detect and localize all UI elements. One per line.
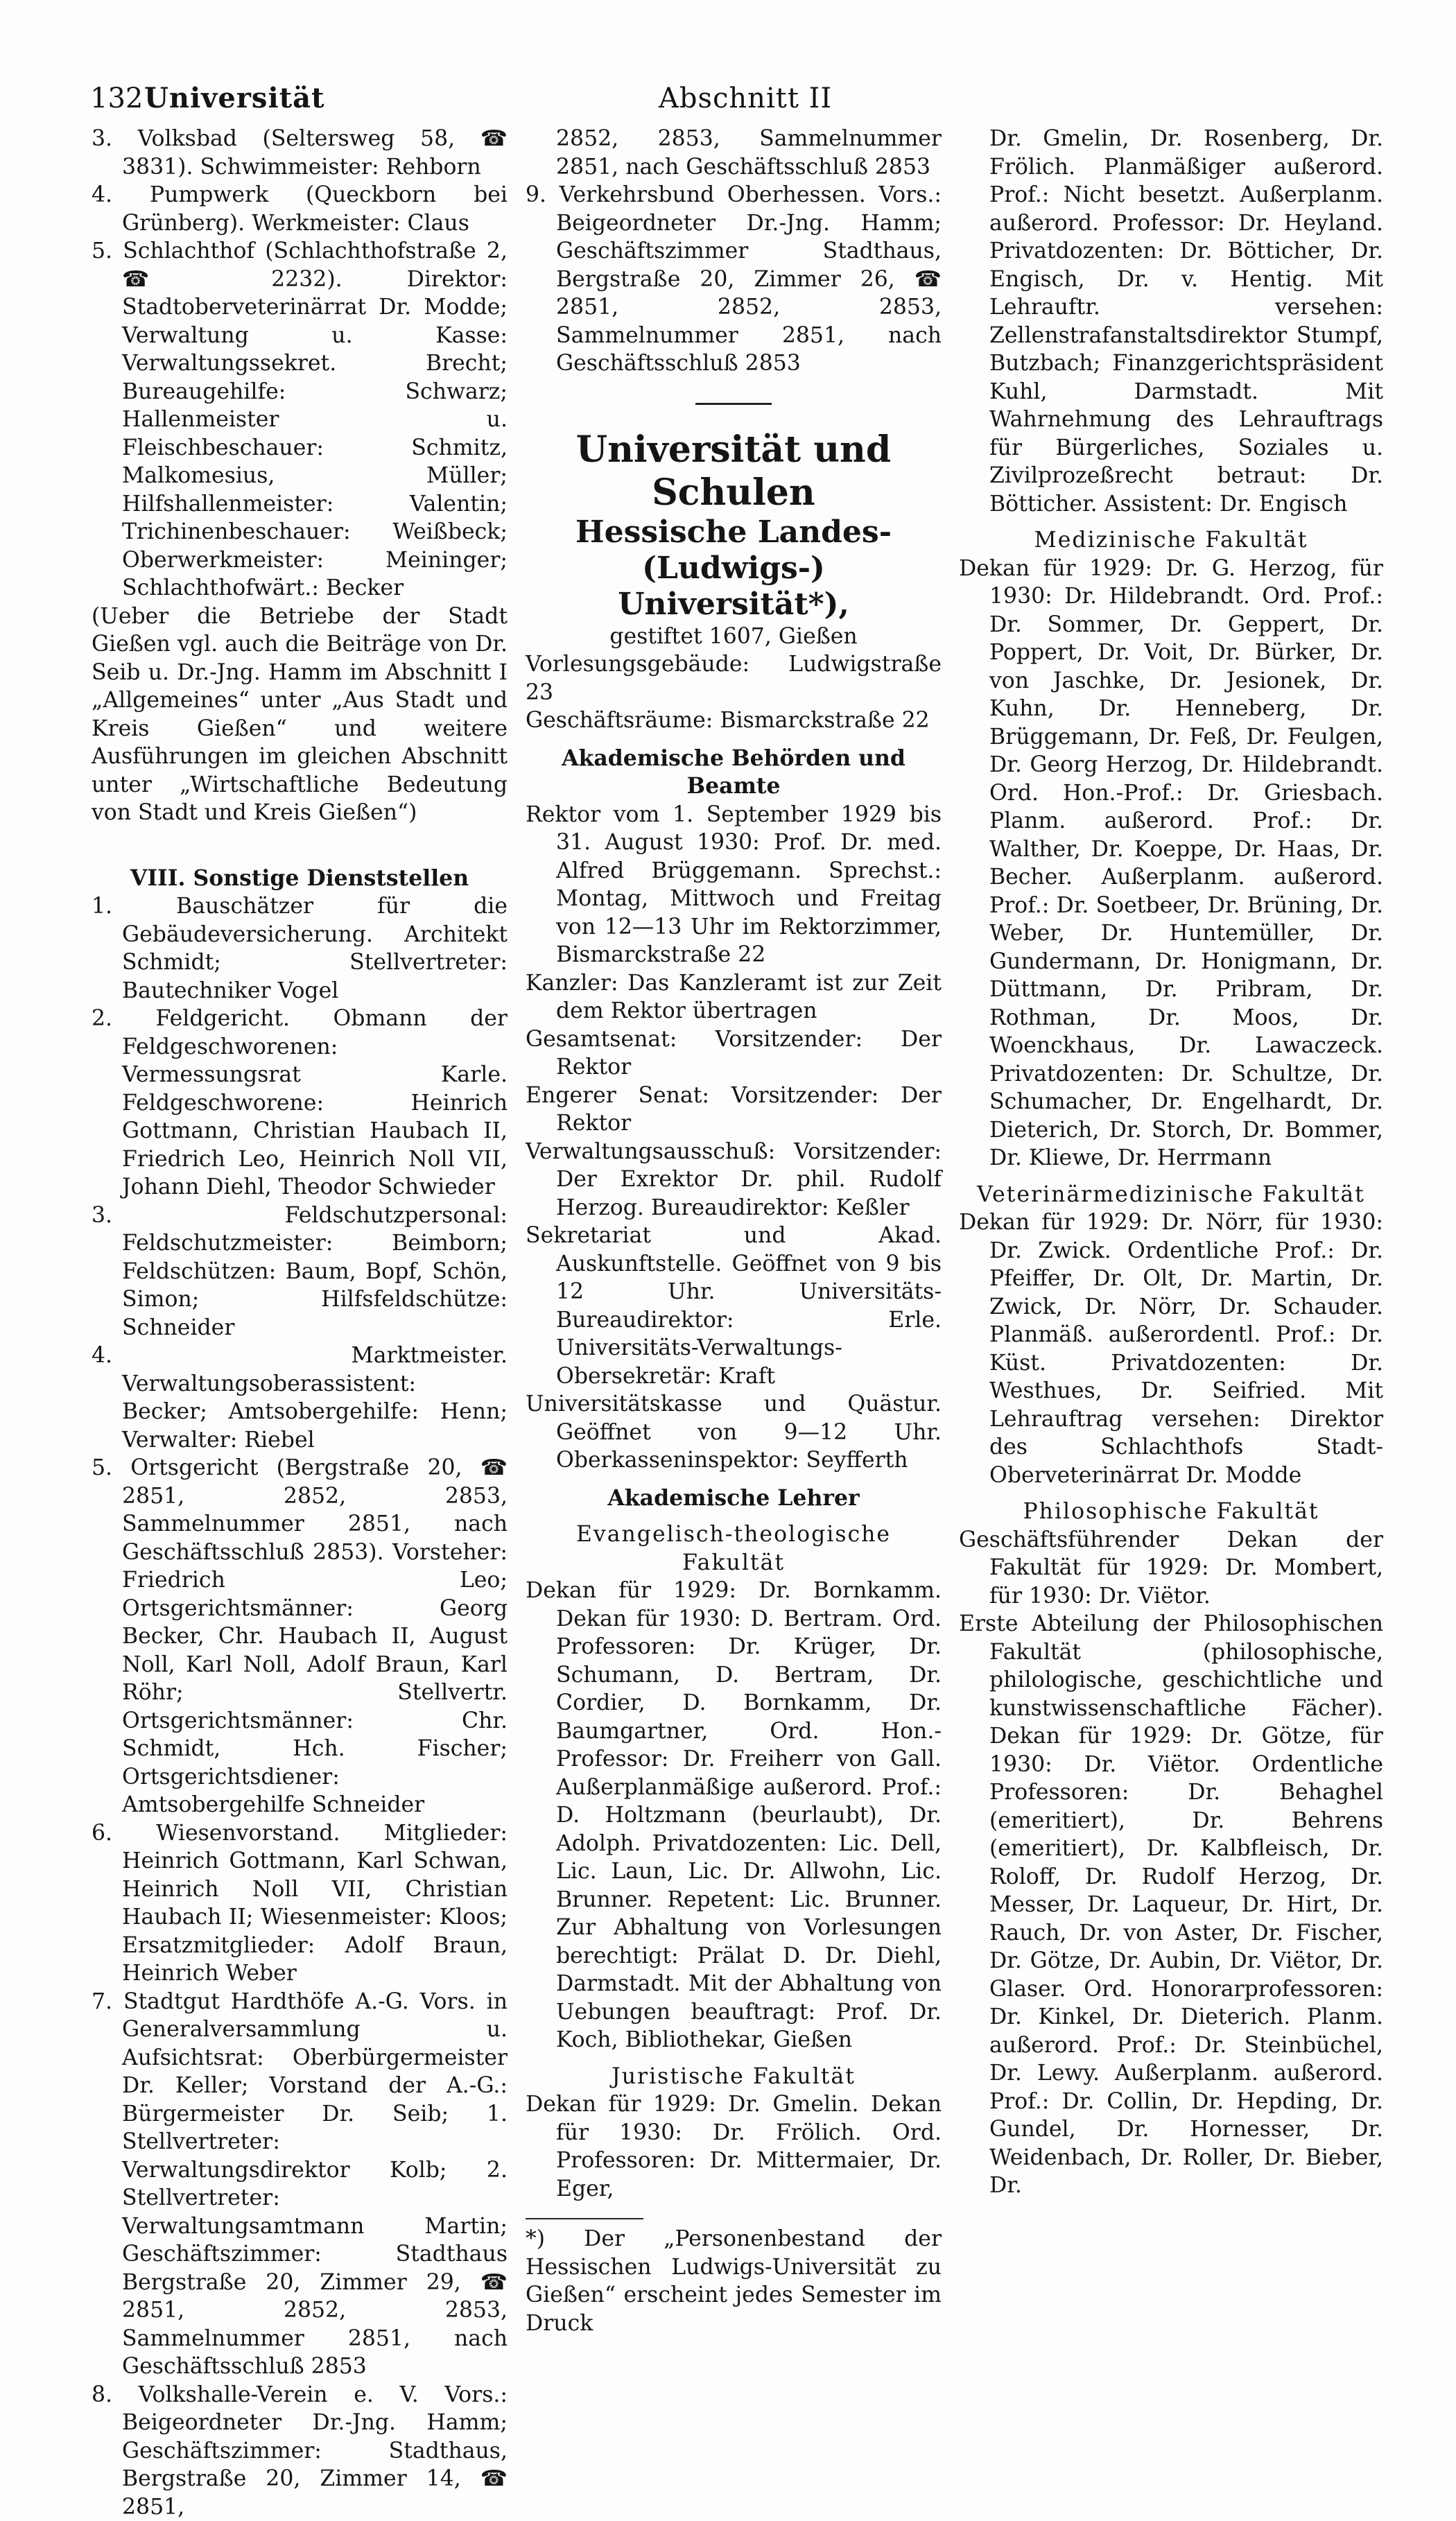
faculty-heading: Philosophische Fakultät <box>959 1498 1383 1526</box>
running-title: Universität <box>144 78 325 119</box>
faculty-text: Geschäftsführender Dekan der Fakultät für 1929: Dr. Mombert, für 1930: Dr. Viëtor. <box>959 1526 1383 1611</box>
authority-entry: Universitätskasse und Quästur. Geöffnet von 9—12 Uhr. Oberkasseninspektor: Seyfferth <box>526 1390 942 1475</box>
authority-entry: Rektor vom 1. September 1929 bis 31. August 1930: Prof. Dr. med. Alfred Brüggemann. Sprechst.: Montag, Mittwoch und Freitag von 12—13 Uhr im Rektorzimmer, Bismarckstraße 22 <box>526 801 942 969</box>
authority-entry: Gesamtsenat: Vorsitzender: Der Rektor <box>526 1025 942 1082</box>
authority-entry: Kanzler: Das Kanzleramt ist zur Zeit dem Rektor übertragen <box>526 969 942 1025</box>
authority-entry: Sekretariat und Akad. Auskunftstelle. Geöffnet von 9 bis 12 Uhr. Universitäts-Bureaudirektor: Erle. Universitäts-Verwaltungs-Obersekretär: Kraft <box>526 1222 942 1390</box>
section-label: Abschnitt II <box>659 78 832 119</box>
address-line: Geschäftsräume: Bismarckstraße 22 <box>526 707 942 735</box>
divider <box>695 403 772 405</box>
list-item: 3. Volksbad (Seltersweg 58, ☎ 3831). Schwimmeister: Rehborn <box>92 125 508 181</box>
faculty-heading: Juristische Fakultät <box>526 2063 942 2091</box>
continued-text: 2852, 2853, Sammelnummer 2851, nach Geschäftsschluß 2853 <box>526 125 942 181</box>
column-left <box>92 125 508 2521</box>
faculty-text: Dekan für 1929: Dr. G. Herzog, für 1930: Dr. Hildebrandt. Ord. Prof.: Dr. Sommer, Dr. Geppert, Dr. Poppert, Dr. Voit, Dr. Bürker, Dr. von Jaschke, Dr. Jesionek, Dr. Kuhn, Dr. Henneberg, Dr. Brüggemann, Dr. Feß, Dr. Feulgen, Dr. Georg Herzog, Dr. Hildebrandt. Ord. Hon.-Prof.: Dr. Griesbach. Planm. außerord. Prof.: Dr. Walther, Dr. Koeppe, Dr. Haas, Dr. Becher. Außerplanm. außerord. Prof.: Dr. Soetbeer, Dr. Brüning, Dr. Weber, Dr. Huntemüller, Dr. Gundermann, Dr. Honigmann, Dr. Düttmann, Dr. Pribram, Dr. Rothman, Dr. Moos, Dr. Woenckhaus, Dr. Lawaczeck. Privatdozenten: Dr. Schultze, Dr. Schumacher, Dr. Engelhardt, Dr. Dieterich, Dr. Storch, Dr. Bommer, Dr. Kliewe, Dr. Herrmann <box>959 555 1383 1172</box>
list-item: 2. Feldgericht. Obmann der Feldgeschworenen: Vermessungsrat Karle. Feldgeschworene: Heinrich Gottmann, Christian Haubach II, Friedrich Leo, Heinrich Noll VII, Johann Diehl, Theodor Schwieder <box>92 1005 508 1202</box>
list-item: 7. Stadtgut Hardthöfe A.-G. Vors. in Generalversammlung u. Aufsichtsrat: Oberbürgermeister Dr. Keller; Vorstand der A.-G.: Bürgermeister Dr. Seib; 1. Stellvertreter: Verwaltungsdirektor Kolb; 2. Stellvertreter: Verwaltungsamtmann Martin; Geschäftszimmer: Stadthaus Bergstraße 20, Zimmer 29, ☎ 2851, 2852, 2853, Sammelnummer 2851, nach Geschäftsschluß 2853 <box>92 1988 508 2381</box>
list-item: 6. Wiesenvorstand. Mitglieder: Heinrich Gottmann, Karl Schwan, Heinrich Noll VII, Christian Haubach II; Wiesenmeister: Kloos; Ersatzmitglieder: Adolf Braun, Heinrich Weber <box>92 1819 508 1988</box>
faculty-heading: Evangelisch-theologische Fakultät <box>526 1521 942 1577</box>
founded-line: gestiftet 1607, Gießen <box>526 623 942 651</box>
page-header <box>90 78 1407 119</box>
note-paragraph: (Ueber die Betriebe der Stadt Gießen vgl. auch die Beiträge von Dr. Seib u. Dr.-Jng. Hamm im Abschnitt I „Allgemeines“ unter „Aus Stadt und Kreis Gießen“ und weitere Ausführungen im gleichen Abschnitt unter „Wirtschaftliche Bedeutung von Stadt und Kreis Gießen“) <box>92 603 508 827</box>
section-heading: Akademische Behörden und Beamte <box>526 745 942 801</box>
list-item: 5. Schlachthof (Schlachthofstraße 2, ☎ 2232). Direktor: Stadtoberveterinärrat Dr. Modde; Verwaltung u. Kasse: Verwaltungssekret. Brecht; Bureaugehilfe: Schwarz; Hallenmeister u. Fleischbeschauer: Schmitz, Malkomesius, Müller; Hilfshallenmeister: Valentin; Trichinenbeschauer: Weißbeck; Oberwerkmeister: Meininger; Schlachthofwärt.: Becker <box>92 237 508 603</box>
authority-entry: Verwaltungsausschuß: Vorsitzender: Der Exrektor Dr. phil. Rudolf Herzog. Bureaudirektor: Keßler <box>526 1138 942 1222</box>
footnote-divider <box>526 2218 643 2219</box>
page-number: 132 <box>90 78 143 119</box>
faculty-text: Erste Abteilung der Philosophischen Fakultät (philosophische, philologische, geschichtliche und kunstwissenschaftliche Fächer). Dekan für 1929: Dr. Götze, für 1930: Dr. Viëtor. Ordentliche Professoren: Dr. Behaghel (emeritiert), Dr. Behrens (emeritiert), Dr. Kalbfleisch, Dr. Roloff, Dr. Rudolf Herzog, Dr. Messer, Dr. Laqueur, Dr. Hirt, Dr. Rauch, Dr. von Aster, Dr. Fischer, Dr. Götze, Dr. Aubin, Dr. Viëtor, Dr. Glaser. Ord. Honorarprofessoren: Dr. Kinkel, Dr. Dieterich. Planm. außerord. Prof.: Dr. Steinbüchel, Dr. Lewy. Außerplanm. außerord. Prof.: Dr. Collin, Dr. Hepding, Dr. Gundel, Dr. Hornesser, Dr. Weidenbach, Dr. Roller, Dr. Bieber, Dr. <box>959 1610 1383 2200</box>
section-title: Universität und Schulen <box>526 428 942 514</box>
continued-text: Dr. Gmelin, Dr. Rosenberg, Dr. Frölich. Planmäßiger außerord. Prof.: Nicht besetzt. Außerplanm. außerord. Professor: Dr. Heyland. Privatdozenten: Dr. Bötticher, Dr. Engisch, Dr. v. Hentig. Mit Lehrauftr. versehen: Zellenstrafanstaltsdirektor Stumpf, Butzbach; Finanzgerichtspräsident Kuhl, Darmstadt. Mit Wahrnehmung des Lehrauftrags für Bürgerliches, Soziales u. Zivilprozeßrecht betraut: Dr. Bötticher. Assistent: Dr. Engisch <box>959 125 1383 518</box>
list-item: 9. Verkehrsbund Oberhessen. Vors.: Beigeordneter Dr.-Jng. Hamm; Geschäftszimmer Stadthaus, Bergstraße 20, Zimmer 26, ☎ 2851, 2852, 2853, Sammelnummer 2851, nach Geschäftsschluß 2853 <box>526 181 942 378</box>
list-item: 3. Feldschutzpersonal: Feldschutzmeister: Beimborn; Feldschützen: Baum, Bopf, Schön, Simon; Hilfsfeldschütze: Schneider <box>92 1202 508 1342</box>
university-name-line1: Hessische Landes- <box>526 514 942 551</box>
university-name-line2: (Ludwigs-) Universität*), <box>526 551 942 623</box>
footnote: *) Der „Personenbestand der Hessischen Ludwigs-Universität zu Gießen“ erscheint jedes Semester im Druck <box>526 2225 942 2337</box>
section-heading: Akademische Lehrer <box>526 1484 942 1513</box>
list-item: 1. Bauschätzer für die Gebäudeversicherung. Architekt Schmidt; Stellvertreter: Bautechniker Vogel <box>92 892 508 1005</box>
address-line: Vorlesungsgebäude: Ludwigstraße 23 <box>526 650 942 707</box>
column-middle <box>526 125 942 2337</box>
faculty-text: Dekan für 1929: Dr. Gmelin. Dekan für 1930: Dr. Frölich. Ord. Professoren: Dr. Mittermaier, Dr. Eger, <box>526 2090 942 2203</box>
column-right <box>959 125 1383 2200</box>
list-item: 8. Volkshalle-Verein e. V. Vors.: Beigeordneter Dr.-Jng. Hamm; Geschäftszimmer: Stadthaus, Bergstraße 20, Zimmer 14, ☎ 2851, <box>92 2381 508 2521</box>
list-item: 5. Ortsgericht (Bergstraße 20, ☎ 2851, 2852, 2853, Sammelnummer 2851, nach Geschäftsschluß 2853). Vorsteher: Friedrich Leo; Ortsgerichtsmänner: Georg Becker, Chr. Haubach II, August Noll, Karl Noll, Adolf Braun, Karl Röhr; Stellvertr. Ortsgerichtsmänner: Chr. Schmidt, Hch. Fischer; Ortsgerichtsdiener: Amtsobergehilfe Schneider <box>92 1454 508 1819</box>
list-item: 4. Marktmeister. Verwaltungsoberassistent: Becker; Amtsobergehilfe: Henn; Verwalter: Riebel <box>92 1342 508 1454</box>
section-heading: VIII. Sonstige Dienststellen <box>92 865 508 893</box>
faculty-heading: Medizinische Fakultät <box>959 526 1383 555</box>
list-item: 4. Pumpwerk (Queckborn bei Grünberg). Werkmeister: Claus <box>92 181 508 237</box>
faculty-heading: Veterinärmedizinische Fakultät <box>959 1181 1383 1209</box>
faculty-text: Dekan für 1929: Dr. Nörr, für 1930: Dr. Zwick. Ordentliche Prof.: Dr. Pfeiffer, Dr. Olt, Dr. Martin, Dr. Zwick, Dr. Nörr, Dr. Schauder. Planmäß. außerordentl. Prof.: Dr. Küst. Privatdozenten: Dr. Westhues, Dr. Seifried. Mit Lehrauftrag versehen: Direktor des Schlachthofs Stadt-Oberveterinärrat Dr. Modde <box>959 1208 1383 1489</box>
authority-entry: Engerer Senat: Vorsitzender: Der Rektor <box>526 1082 942 1138</box>
faculty-text: Dekan für 1929: Dr. Bornkamm. Dekan für 1930: D. Bertram. Ord. Professoren: Dr. Krüger, Dr. Schumann, D. Bertram, Dr. Cordier, D. Bornkamm, Dr. Baumgartner, Ord. Hon.-Professor: Dr. Freiherr von Gall. Außerplanmäßige außerord. Prof.: D. Holtzmann (beurlaubt), Dr. Adolph. Privatdozenten: Lic. Dell, Lic. Laun, Lic. Dr. Allwohn, Lic. Brunner. Repetent: Lic. Brunner. Zur Abhaltung von Vorlesungen berechtigt: Prälat D. Dr. Diehl, Darmstadt. Mit der Abhaltung von Uebungen beauftragt: Prof. Dr. Koch, Bibliothekar, Gießen <box>526 1577 942 2054</box>
